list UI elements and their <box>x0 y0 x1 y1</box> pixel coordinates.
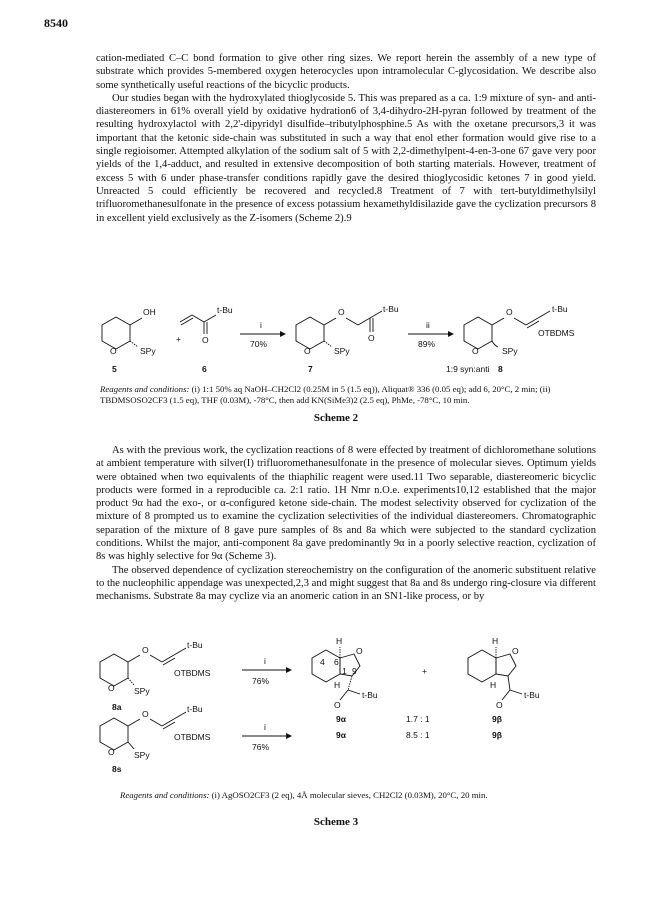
hydroxyl-label: OH <box>143 307 156 317</box>
svg-text:SPy: SPy <box>502 346 518 356</box>
step-ii-label: ii <box>426 320 430 330</box>
svg-text:O: O <box>142 709 149 719</box>
svg-text:6: 6 <box>334 657 339 667</box>
svg-text:SPy: SPy <box>134 750 150 760</box>
svg-text:O: O <box>304 346 311 356</box>
compound-9beta-structure <box>468 636 540 710</box>
svg-text:SPy: SPy <box>334 346 350 356</box>
paragraph-2: Our studies began with the hydroxylated thioglycoside 5. This was prepared as a ca. 1:9 mixture of syn- and anti-diastereomers in 61% overall yield by oxidative hydration6 of 3,4-dihydro-2H-pyran followed by treatment of the resulting hydroxylactol with 2,2'-dipyridyl disulfide–tributylphosphine.5 As with the oxetane precursors,3 it was important that the ketonic side-chain was substituted in such a way that enol ether formation would give rise to a single regioisomer. Attempted alkylation of the sodium salt of 5 with 2,2-dimethylpent-4-en-3-one 67 gave very poor yields of the 1,4-adduct, and resulted in extensive decomposition of both starting materials. However, treatment of excess 5 with 6 under phase-transfer conditions rapidly gave the desired thioglycosidic ketones 7 in good yield. Unreacted 5 could efficiently be recovered and recycled.8 Treatment of 7 with tert-butyldimethylsilyl trifluoromethanesulfonate in the presence of excess potassium hexamethyldisilazide gave the cyclization precursors 8 in excellent yield exclusively as the Z-isomers (Scheme 2).9 <box>96 92 596 224</box>
svg-text:+: + <box>176 334 181 344</box>
compound-8s-label: 8s <box>112 764 122 774</box>
svg-text:O: O <box>108 747 115 757</box>
product-9beta-label-1: 9β <box>492 714 502 724</box>
svg-text:t-Bu: t-Bu <box>187 704 203 714</box>
compound-8a-structure <box>100 640 211 712</box>
compound-8-label: 8 <box>498 364 503 374</box>
svg-text:1: 1 <box>342 666 347 676</box>
svg-text:H: H <box>490 680 497 690</box>
scheme-2-graphic <box>90 300 610 382</box>
svg-text:O: O <box>110 346 117 356</box>
svg-text:H: H <box>492 636 499 646</box>
paragraph-3: As with the previous work, the cyclization reactions of 8 were effected by treatment of dichloromethane solutions at ambient temperature with silver(I) trifluoromethanesulfonate in the presence of molecular sieves. Optimum yields were obtained when two equivalents of the thiaphilic reagent were used.11 Two separable, diastereomeric bicyclic products were formed in a reproducible ca. 2:1 ratio. 1H Nmr n.O.e. experiments10,12 established that the major product 9α had the exo-, or α-configured ketone side-chain. The modest selectivity observed for cyclization of the mixture of 8 prompted us to examine the cyclization selectivities of the individual diastereomers. Chromatographic separation of the mixture of 8 gave pure samples of 8s and 8a which were subjected to the standard cyclization conditions. Whilst the major, anti-component 8a gave predominantly 9α in a poorly selective reaction, cyclization of 8s was highly selective for 9α (Scheme 3). <box>96 445 596 563</box>
ratio-row-2: 8.5 : 1 <box>406 730 430 740</box>
step-i-label: i <box>260 320 262 330</box>
svg-text:9: 9 <box>352 666 357 676</box>
svg-text:t-Bu: t-Bu <box>524 690 540 700</box>
scheme-3-graphic <box>90 630 610 790</box>
compound-8a-label: 8a <box>112 702 122 712</box>
paragraph-4: The observed dependence of cyclization stereochemistry on the configuration of the anomeric substituent relative to the nucleophilic appendage was unexpected,2,3 and might suggest that 8a and 8s undergo ring-closure via different mechanisms. Substrate 8a may cyclize via an anomeric cation in an SN1-like process, or by <box>96 564 596 603</box>
svg-text:t-Bu: t-Bu <box>362 690 378 700</box>
svg-text:O: O <box>472 346 479 356</box>
yield-row-2: 76% <box>252 742 270 752</box>
compound-8s-structure <box>100 704 211 774</box>
scheme-3-title: Scheme 3 <box>313 816 359 828</box>
svg-text:OTBDMS: OTBDMS <box>174 668 211 678</box>
yield-i: 70% <box>250 339 268 349</box>
step-i-label-1: i <box>264 656 266 666</box>
svg-text:SPy: SPy <box>140 346 156 356</box>
svg-text:O: O <box>334 700 341 710</box>
svg-text:4: 4 <box>320 657 325 667</box>
svg-text:O: O <box>496 700 503 710</box>
compound-7-structure <box>296 304 399 374</box>
intro-text <box>96 52 596 225</box>
svg-text:t-Bu: t-Bu <box>552 304 568 314</box>
svg-text:O: O <box>108 683 115 693</box>
product-9alpha-label-2: 9α <box>336 730 346 740</box>
svg-text:SPy: SPy <box>134 686 150 696</box>
svg-text:O: O <box>512 646 519 656</box>
svg-text:OTBDMS: OTBDMS <box>538 328 575 338</box>
svg-text:O: O <box>142 645 149 655</box>
svg-text:H: H <box>334 680 341 690</box>
compound-7-label: 7 <box>308 364 313 374</box>
svg-text:O: O <box>506 307 513 317</box>
product-9alpha-label-1: 9α <box>336 714 346 724</box>
compound-6-label: 6 <box>202 364 207 374</box>
svg-text:O: O <box>356 646 363 656</box>
yield-row-1: 76% <box>252 676 270 686</box>
scheme-3-conditions: Reagents and conditions: (i) AgOSO2CF3 (2 eq), 4Å molecular sieves, CH2Cl2 (0.03M), 20°C, 20 min. <box>120 790 488 800</box>
svg-text:t-Bu: t-Bu <box>187 640 203 650</box>
page-number: 8540 <box>44 16 68 30</box>
yield-ii: 89% <box>418 339 436 349</box>
syn-anti-ratio: 1:9 syn:anti <box>446 364 490 374</box>
scheme-2-conditions: Reagents and conditions: (i) 1:1 50% aq NaOH–CH2Cl2 (0.25M in 5 (1.5 eq)), Aliquat® 336 (0.05 eq); add 6, 20°C, 2 min; (ii) TBDMSOSO2CF3 (1.5 eq), THF (0.03M), -78°C, then add KN(SiMe3)2 (2.5 eq), PhMe, -78°C, 10 min. <box>100 384 551 405</box>
step-i-label-2: i <box>264 722 266 732</box>
body-text <box>96 444 596 604</box>
scheme-2-title: Scheme 2 <box>313 412 359 424</box>
svg-text:t-Bu: t-Bu <box>383 304 399 314</box>
product-9beta-label-2: 9β <box>492 730 502 740</box>
ratio-row-1: 1.7 : 1 <box>406 714 430 724</box>
svg-text:O: O <box>338 307 345 317</box>
paragraph-1: cation-mediated C–C bond formation to give other ring sizes. We report herein the assembly of a new type of substrate which provides 5-membered oxygen heterocycles upon intramolecular C-glycosidation. We describe also some synthetically useful reactions of the bicyclic products. <box>96 53 596 91</box>
svg-text:H: H <box>336 636 343 646</box>
compound-6-structure <box>180 305 233 374</box>
svg-text:t-Bu: t-Bu <box>217 305 233 315</box>
compound-5-label: 5 <box>112 364 117 374</box>
compound-8-structure <box>446 304 575 374</box>
svg-text:O: O <box>202 335 209 345</box>
compound-5-structure <box>102 307 156 374</box>
svg-text:+: + <box>422 666 427 676</box>
svg-text:O: O <box>368 333 375 343</box>
compound-9alpha-structure <box>312 636 378 710</box>
svg-text:OTBDMS: OTBDMS <box>174 732 211 742</box>
